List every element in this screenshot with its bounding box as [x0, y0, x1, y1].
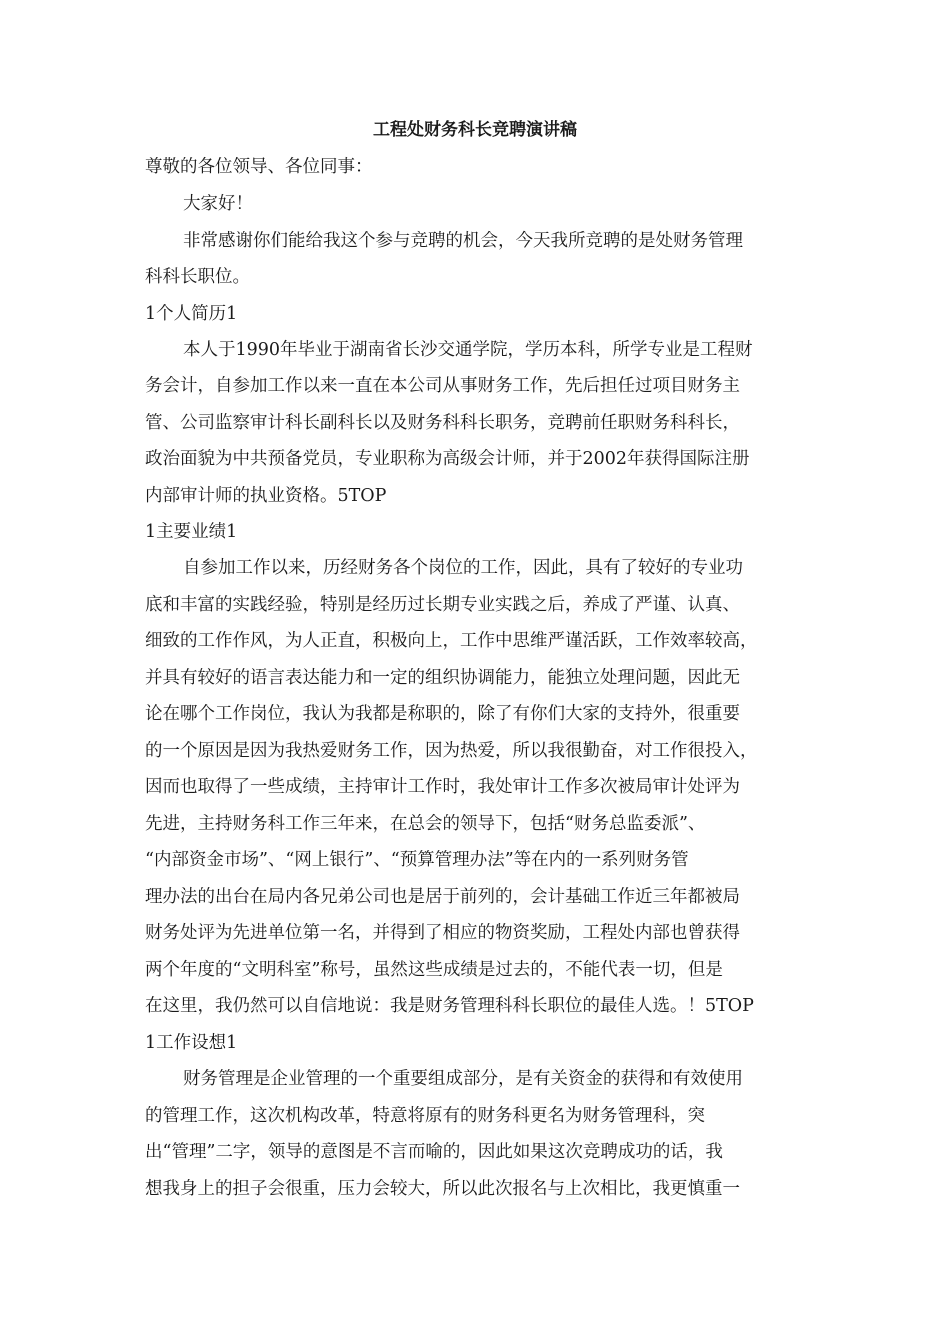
paragraph-line: 管、公司监察审计科长副科长以及财务科科长职务，竞聘前任职财务科科长， — [145, 413, 740, 433]
paragraph-line: 出“管理”二字，领导的意图是不言而喻的，因此如果这次竞聘成功的话，我 — [145, 1142, 723, 1162]
paragraph-line: 内部审计师的执业资格。5TOP — [145, 486, 387, 506]
paragraph-line: 政治面貌为中共预备党员，专业职称为高级会计师，并于2002年获得国际注册 — [145, 449, 750, 469]
paragraph-line: 务会计，自参加工作以来一直在本公司从事财务工作，先后担任过项目财务主 — [145, 376, 740, 396]
greeting: 大家好！ — [183, 194, 253, 214]
paragraph-line: 理办法的出台在局内各兄弟公司也是居于前列的，会计基础工作近三年都被局 — [145, 887, 740, 907]
paragraph-line: 财务管理是企业管理的一个重要组成部分，是有关资金的获得和有效使用 — [183, 1069, 743, 1089]
paragraph-line: 财务处评为先进单位第一名，并得到了相应的物资奖励，工程处内部也曾获得 — [145, 923, 740, 943]
paragraph-line: 的管理工作，这次机构改革，特意将原有的财务科更名为财务管理科，突 — [145, 1106, 705, 1126]
paragraph-line: 因而也取得了一些成绩，主持审计工作时，我处审计工作多次被局审计处评为 — [145, 777, 740, 797]
section-heading-achievements: 1主要业绩1 — [145, 522, 238, 542]
paragraph-line: 非常感谢你们能给我这个参与竞聘的机会，今天我所竞聘的是处财务管理 — [183, 231, 743, 251]
salutation: 尊敬的各位领导、各位同事： — [145, 157, 373, 177]
paragraph-line: 本人于1990年毕业于湖南省长沙交通学院，学历本科，所学专业是工程财 — [183, 340, 753, 360]
paragraph-line: 科科长职位。 — [145, 267, 250, 287]
paragraph-line: 在这里，我仍然可以自信地说：我是财务管理科科长职位的最佳人选。！5TOP — [145, 996, 754, 1016]
paragraph-line: 底和丰富的实践经验，特别是经历过长期专业实践之后，养成了严谨、认真、 — [145, 595, 740, 615]
document-title: 工程处财务科长竞聘演讲稿 — [373, 120, 577, 140]
section-heading-plans: 1工作设想1 — [145, 1033, 238, 1053]
paragraph-line: 论在哪个工作岗位，我认为我都是称职的，除了有你们大家的支持外，很重要 — [145, 704, 740, 724]
paragraph-line: 想我身上的担子会很重，压力会较大，所以此次报名与上次相比，我更慎重一 — [145, 1179, 740, 1199]
paragraph-line: 并具有较好的语言表达能力和一定的组织协调能力，能独立处理问题，因此无 — [145, 668, 740, 688]
paragraph-line: 两个年度的“文明科室”称号，虽然这些成绩是过去的，不能代表一切，但是 — [145, 960, 723, 980]
paragraph-line: 的一个原因是因为我热爱财务工作，因为热爱，所以我很勤奋，对工作很投入， — [145, 741, 758, 761]
paragraph-line: 先进，主持财务科工作三年来，在总会的领导下，包括“财务总监委派”、 — [145, 814, 706, 834]
paragraph-line: “内部资金市场”、“网上银行”、“预算管理办法”等在内的一系列财务管 — [145, 850, 689, 870]
section-heading-resume: 1个人简历1 — [145, 304, 238, 324]
paragraph-line: 细致的工作作风，为人正直，积极向上，工作中思维严谨活跃，工作效率较高， — [145, 631, 758, 651]
paragraph-line: 自参加工作以来，历经财务各个岗位的工作，因此，具有了较好的专业功 — [183, 558, 743, 578]
